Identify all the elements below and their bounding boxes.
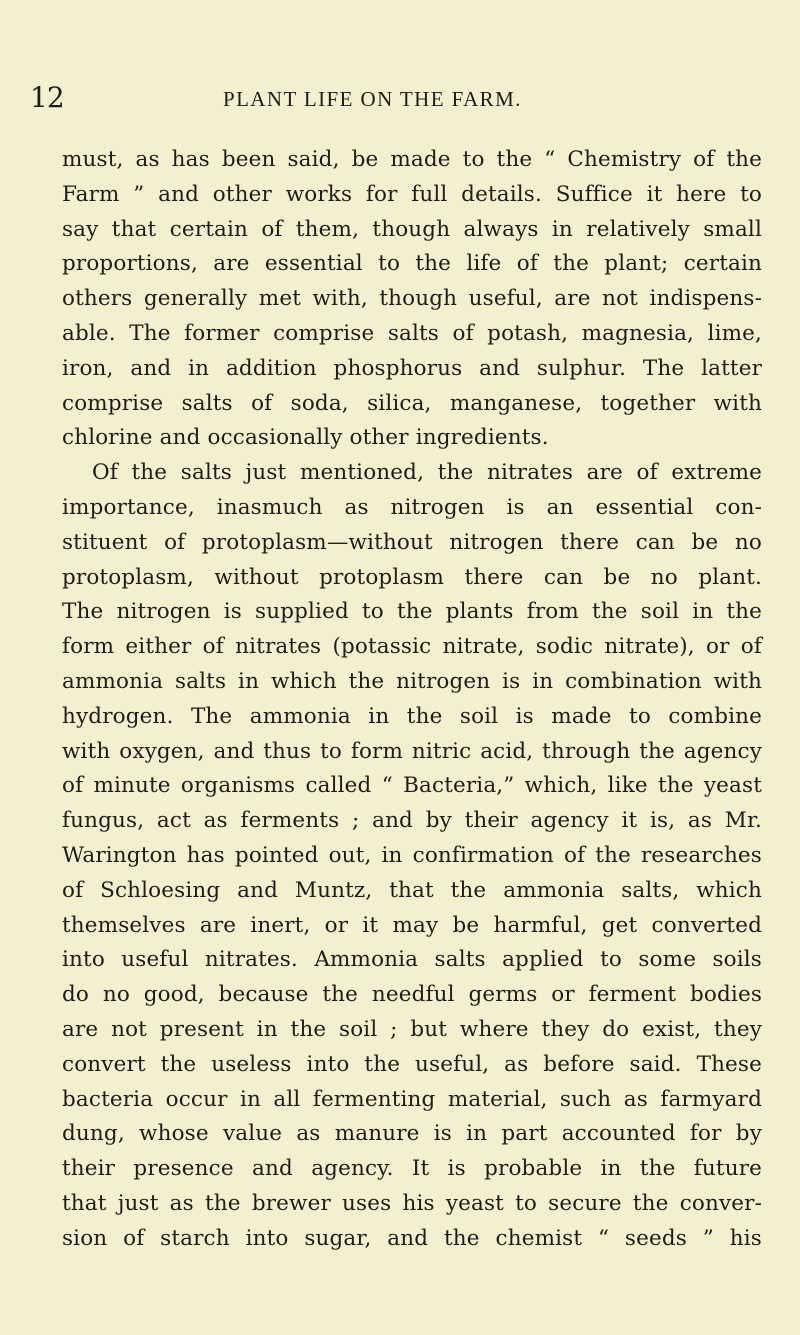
text-line: into useful nitrates. Ammonia salts applied to some soils <box>62 947 762 973</box>
text-line: Warington has pointed out, in confirmation of the researches <box>62 842 762 868</box>
page-number: 12 <box>30 81 64 114</box>
text-line: do no good, because the needful germs or ferment bodies <box>62 982 762 1008</box>
text-line: fungus, act as ferments ; and by their agency it is, as Mr. <box>62 808 762 834</box>
text-line: iron, and in addition phosphorus and sulphur. The latter <box>62 355 762 381</box>
text-line: their presence and agency. It is probable in the future <box>62 1156 762 1182</box>
text-line: say that certain of them, though always in relatively small <box>62 216 762 242</box>
text-line: must, as has been said, be made to the “ Chemistry of the <box>62 147 762 172</box>
text-line: of minute organisms called “ Bacteria,” which, like the yeast <box>62 773 762 799</box>
text-line: ammonia salts in which the nitrogen is in combination with <box>62 668 762 694</box>
text-line: dung, whose value as manure is in part accounted for by <box>62 1121 762 1147</box>
text-line: protoplasm, without protoplasm there can be no plant. <box>62 564 762 590</box>
text-line: proportions, are essential to the life of the plant; certain <box>62 251 762 277</box>
text-line: that just as the brewer uses his yeast to secure the conver- <box>62 1190 762 1216</box>
text-line: themselves are inert, or it may be harmful, get converted <box>62 912 762 938</box>
page-header <box>0 81 800 124</box>
text-line: of Schloesing and Muntz, that the ammonia salts, which <box>62 877 762 903</box>
text-line: with oxygen, and thus to form nitric acid, through the agency <box>62 738 762 764</box>
text-line: convert the useless into the useful, as before said. These <box>62 1051 762 1077</box>
body-text <box>62 143 762 1257</box>
text-line: sion of starch into sugar, and the chemist “ seeds ” his <box>62 1225 762 1251</box>
text-line: Of the salts just mentioned, the nitrates are of extreme <box>92 460 762 486</box>
text-line: others generally met with, though useful, are not indispens- <box>62 286 762 312</box>
text-line: stituent of protoplasm—without nitrogen there can be no <box>62 529 762 555</box>
text-line: are not present in the soil ; but where they do exist, they <box>62 1016 762 1042</box>
text-line: Farm ” and other works for full details. Suffice it here to <box>62 181 762 207</box>
text-line: hydrogen. The ammonia in the soil is made to combine <box>62 703 762 729</box>
text-line: chlorine and occasionally other ingredients. <box>62 425 549 451</box>
text-line: able. The former comprise salts of potash, magnesia, lime, <box>62 320 762 346</box>
text-line: form either of nitrates (potassic nitrate, sodic nitrate), or of <box>62 634 762 660</box>
text-line: The nitrogen is supplied to the plants from the soil in the <box>62 599 762 625</box>
text-line: comprise salts of soda, silica, manganese, together with <box>62 390 762 416</box>
text-line: bacteria occur in all fermenting material, such as farmyard <box>62 1086 762 1112</box>
text-line: importance, inasmuch as nitrogen is an essential con- <box>62 494 762 520</box>
running-head: PLANT LIFE ON THE FARM. <box>223 87 522 111</box>
